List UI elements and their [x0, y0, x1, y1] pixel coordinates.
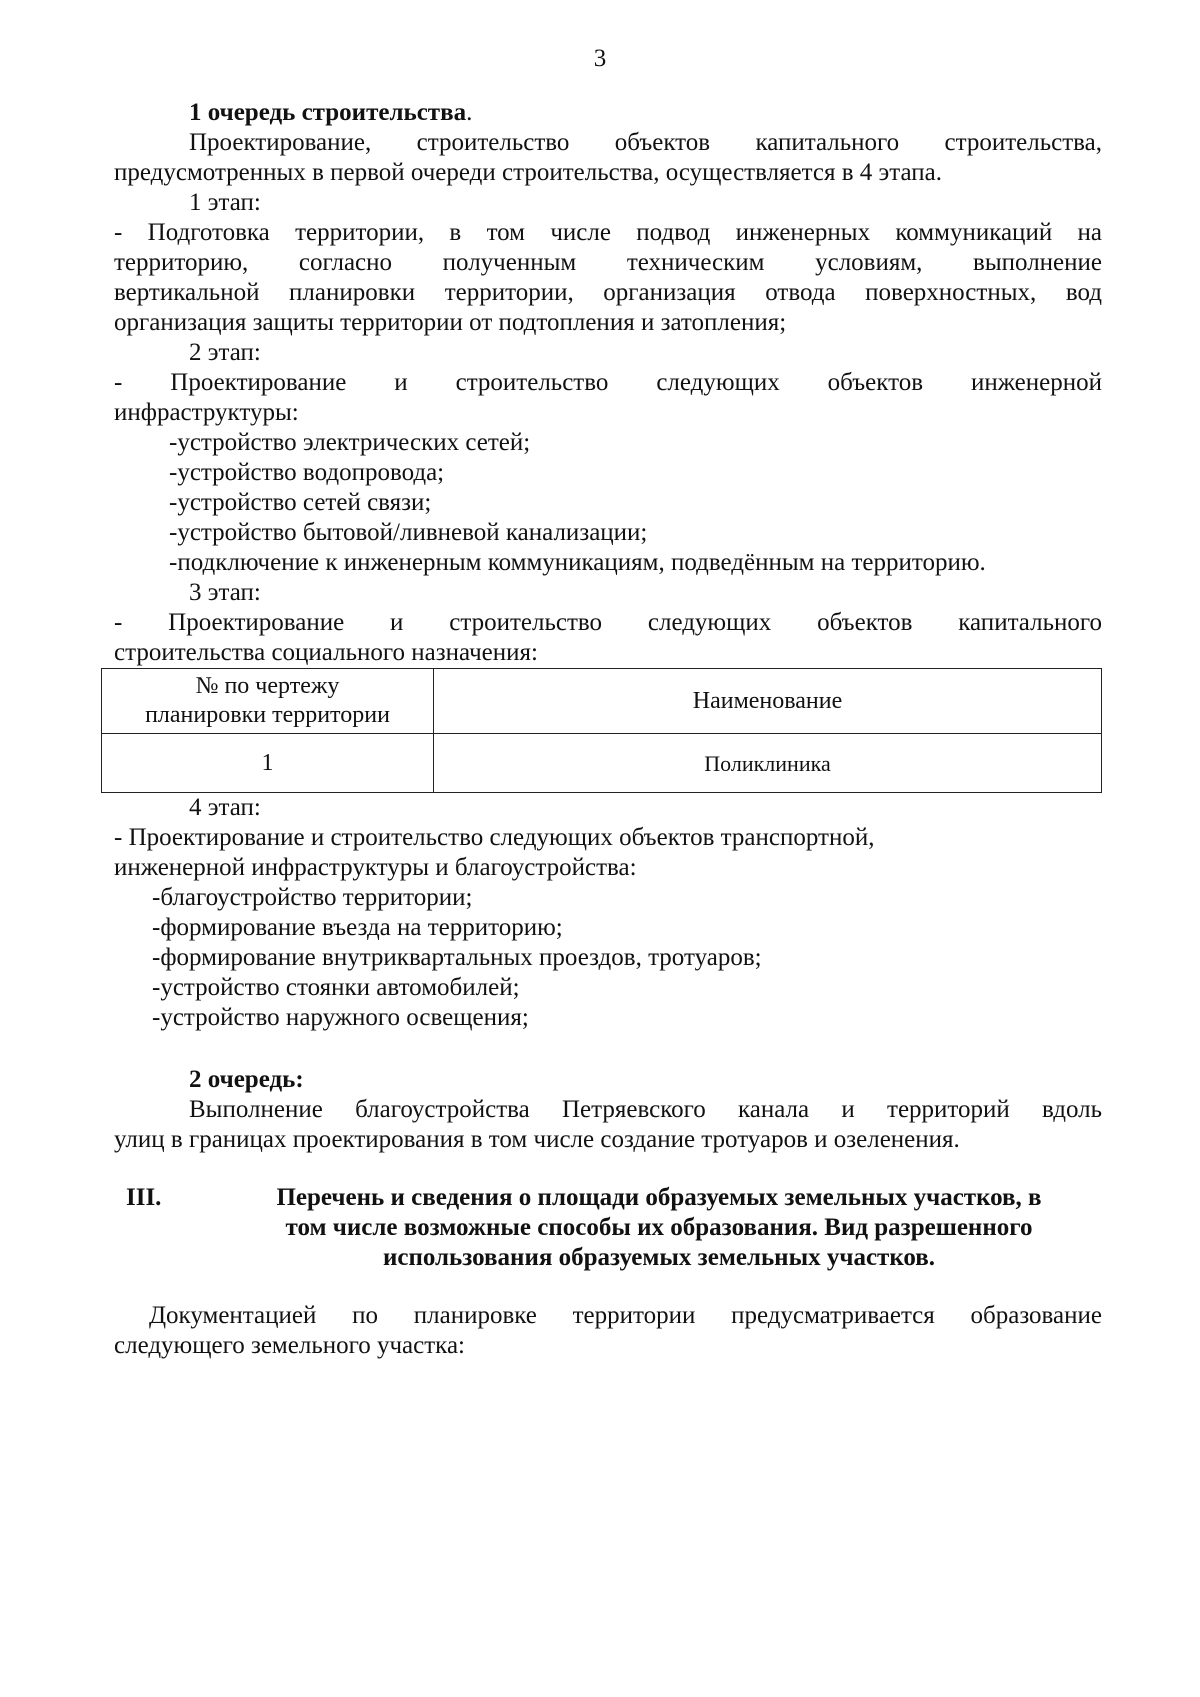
page-content [114, 98, 1102, 1361]
section-3-heading [114, 1183, 1102, 1273]
queue2-line-2: улиц в границах проектирования в том числе создание тротуаров и озеленения. [114, 1126, 960, 1153]
objects-table [101, 668, 1102, 793]
closing-line-1: Документацией по планировке территории предусматривается образование [149, 1302, 1102, 1329]
stage2-label: 2 этап: [189, 339, 261, 366]
queue1-intro-line-2: предусмотренных в первой очереди строительства, осуществляется в 4 этапа. [114, 159, 942, 186]
stage1-line-4: организация защиты территории от подтопления и затопления; [114, 309, 787, 336]
stage2-item: -подключение к инженерным коммуникациям, подведённым на территорию. [169, 549, 986, 576]
stage4-item: -формирование внутриквартальных проездов, тротуаров; [152, 944, 762, 971]
stage4-item: -устройство наружного освещения; [152, 1004, 529, 1031]
stage2-line-2: инфраструктуры: [114, 399, 299, 426]
stage1-line-2: территорию, согласно полученным техническим условиям, выполнение [114, 249, 1102, 276]
stage2-line-1: - Проектирование и строительство следующих объектов инженерной [114, 369, 1102, 396]
stage1-label: 1 этап: [189, 189, 261, 216]
table-header-number: № по чертежу планировки территории [102, 669, 434, 734]
queue1-heading-line: 1 очередь строительства. [189, 99, 473, 126]
stage4-label: 4 этап: [189, 794, 261, 821]
stage1-line-3: вертикальной планировки территории, организация отвода поверхностных, вод [114, 279, 1102, 306]
stage2-item: -устройство электрических сетей; [169, 429, 531, 456]
stage3-line-1: - Проектирование и строительство следующих объектов капитального [114, 609, 1102, 636]
section-number: III. [126, 1184, 162, 1211]
section-title: Перечень и сведения о площади образуемых земельных участков, в том числе возможные способы их образования. Вид разрешенного использования образуемых земельных участков. [276, 1184, 1042, 1271]
stage2-item: -устройство бытовой/ливневой канализации; [169, 519, 648, 546]
stage4-line-1: - Проектирование и строительство следующих объектов транспортной, [114, 824, 875, 851]
queue1-intro-line-1: Проектирование, строительство объектов капитального строительства, [189, 129, 1102, 156]
stage4-item: -формирование въезда на территорию; [152, 914, 563, 941]
stage3-line-2: строительства социального назначения: [114, 639, 538, 666]
page-number: 3 [593, 45, 607, 72]
stage4-item: -устройство стоянки автомобилей; [152, 974, 520, 1001]
table-header-name: Наименование [434, 669, 1102, 734]
closing-line-2: следующего земельного участка: [114, 1332, 465, 1359]
stage4-line-2: инженерной инфраструктуры и благоустройства: [114, 854, 637, 881]
stage2-item: -устройство сетей связи; [169, 489, 432, 516]
stage4-item: -благоустройство территории; [152, 884, 473, 911]
table-header-row [102, 669, 1102, 734]
table-cell-name: Поликлиника [434, 734, 1102, 793]
table-cell-number: 1 [102, 734, 434, 793]
table-row [102, 734, 1102, 793]
queue1-heading: 1 очередь строительства [189, 99, 467, 126]
stage2-item: -устройство водопровода; [169, 459, 445, 486]
queue2-heading: 2 очередь: [189, 1066, 304, 1093]
stage1-line-1: - Подготовка территории, в том числе подвод инженерных коммуникаций на [114, 219, 1102, 246]
queue2-line-1: Выполнение благоустройства Петряевского канала и территорий вдоль [189, 1096, 1102, 1123]
stage3-label: 3 этап: [189, 579, 261, 606]
